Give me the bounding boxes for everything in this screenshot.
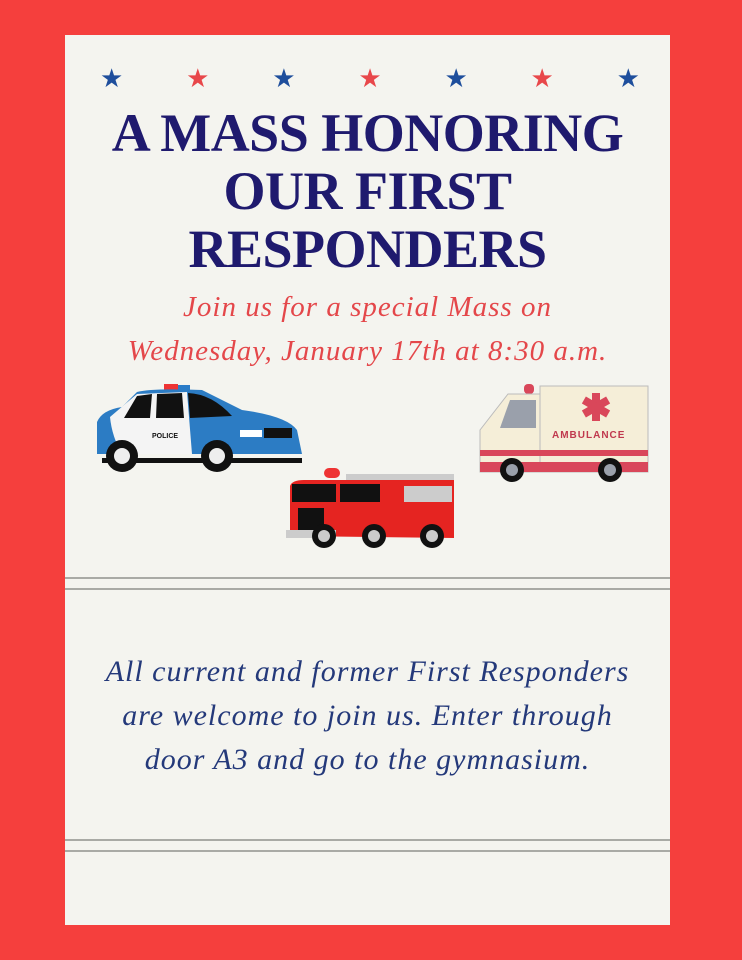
divider-line — [65, 839, 670, 841]
title-line: A MASS HONORING — [111, 103, 624, 163]
body-line: All current and former First Responders — [105, 655, 630, 688]
star-icon: ★ — [616, 64, 640, 94]
star-icon: ★ — [358, 64, 382, 94]
divider-line — [65, 588, 670, 590]
star-icon: ★ — [186, 64, 210, 94]
body-line: door A3 and go to the gymnasium. — [144, 743, 591, 776]
divider-line — [65, 850, 670, 852]
welcome-text — [65, 650, 670, 782]
title-line: RESPONDERS — [188, 219, 547, 279]
fire-truck-icon — [284, 466, 460, 550]
ambulance-label: AMBULANCE — [552, 430, 626, 441]
body-line: are welcome to join us. Enter through — [122, 699, 613, 732]
divider-line — [65, 577, 670, 579]
police-car-icon — [92, 382, 307, 474]
subtitle-line: Join us for a special Mass on — [183, 291, 552, 323]
flyer-title — [65, 104, 670, 278]
police-label: POLICE — [152, 433, 179, 440]
subtitle-line: Wednesday, January 17th at 8:30 a.m. — [127, 335, 608, 367]
title-line: OUR FIRST — [223, 161, 512, 221]
star-icon: ★ — [444, 64, 468, 94]
event-date-text — [65, 285, 670, 373]
star-icon: ★ — [100, 64, 124, 94]
star-icon: ★ — [530, 64, 554, 94]
ambulance-icon — [478, 382, 650, 486]
star-icon: ★ — [272, 64, 296, 94]
star-row — [100, 66, 640, 92]
